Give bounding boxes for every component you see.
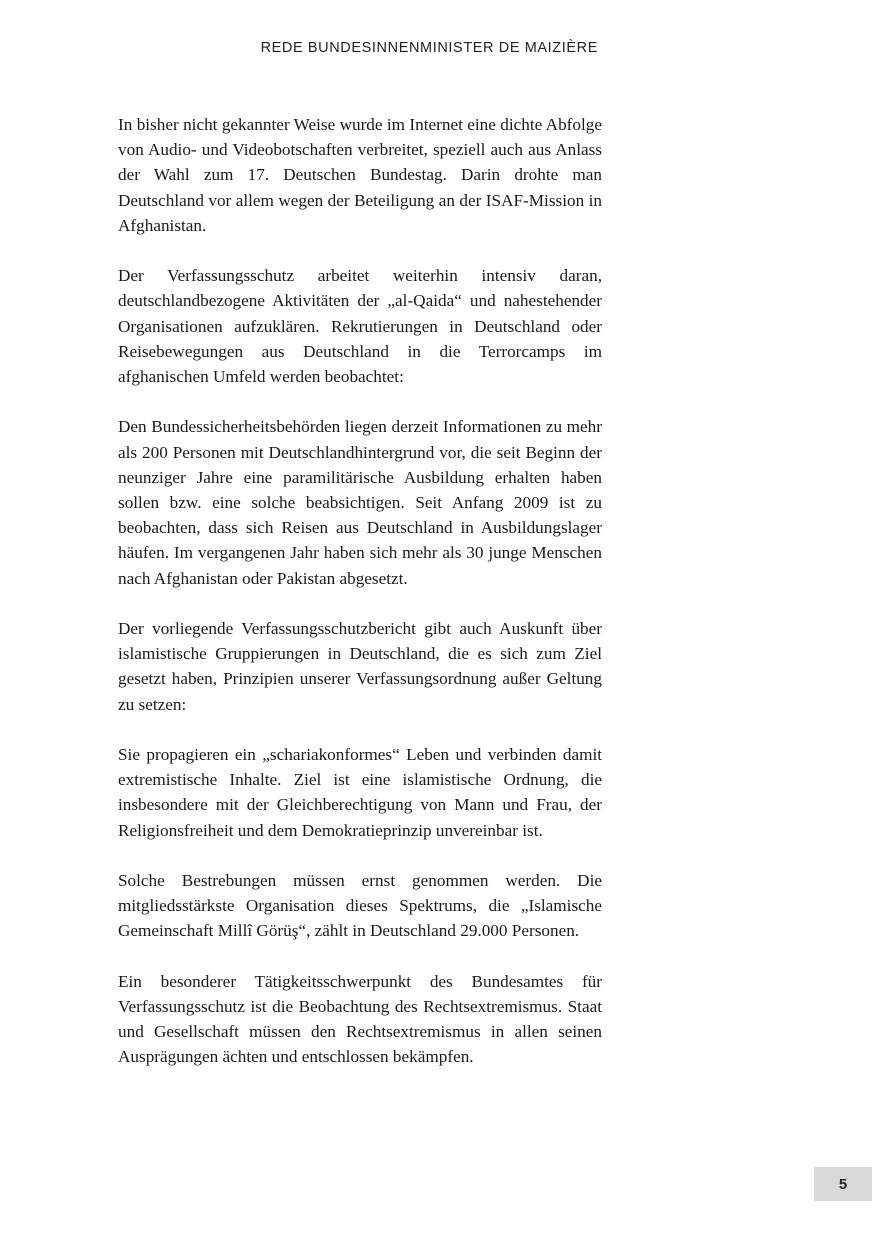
- paragraph: Sie propagieren ein „schariakonformes“ Leben und verbinden damit extremistische Inhalte. Ziel ist eine islamistische Ordnung, die insbesondere mit der Gleichberechtigung von Mann und Frau, der Religionsfreiheit und dem Demokratieprinzip unvereinbar ist.: [118, 745, 602, 840]
- paragraph: Der Verfassungsschutz arbeitet weiterhin intensiv daran, deutschlandbezogene Aktivitäten der „al-Qaida“ und nahestehender Organisationen aufzuklären. Rekrutierungen in Deutschland oder Reisebewegungen aus Deutschland in die Terrorcamps im afghanischen Umfeld werden beobachtet:: [118, 266, 602, 387]
- paragraph: Solche Bestrebungen müssen ernst genommen werden. Die mitgliedsstärkste Organisation dieses Spektrums, die „Islamische Gemeinschaft Millî Görüş“, zählt in Deutschland 29.000 Personen.: [118, 871, 602, 941]
- running-header: REDE BUNDESINNENMINISTER DE MAIZIÈRE: [260, 40, 598, 56]
- page-number: 5: [814, 1167, 872, 1201]
- paragraph: Ein besonderer Tätigkeitsschwerpunkt des Bundesamtes für Verfassungsschutz ist die Beobachtung des Rechtsextremismus. Staat und Gesellschaft müssen den Rechtsextremismus in allen seinen Ausprägungen ächten und entschlossen bekämpfen.: [118, 971, 602, 1067]
- paragraph: In bisher nicht gekannter Weise wurde im Internet eine dichte Abfolge von Audio- und Videobotschaften verbreitet, speziell auch aus Anlass der Wahl zum 17. Deutschen Bundestag. Darin drohte man Deutschland vor allem wegen der Beteiligung an der ISAF-Mission in Afghanistan.: [118, 115, 602, 235]
- paragraph: Der vorliegende Verfassungsschutzbericht gibt auch Auskunft über islamistische Gruppierungen in Deutschland, die es sich zum Ziel gesetzt haben, Prinzipien unserer Verfassungsordnung außer Geltung zu setzen:: [118, 619, 602, 714]
- paragraph: Den Bundessicherheitsbehörden liegen derzeit Informationen zu mehr als 200 Personen mit Deutschlandhintergrund vor, die seit Beginn der neunziger Jahre eine paramilitärische Ausbildung erhalten haben sollen bzw. eine solche beabsichtigen. Seit Anfang 2009 ist zu beobachten, dass sich Reisen aus Deutschland in Ausbildungslager häufen. Im vergangenen Jahr haben sich mehr als 30 junge Menschen nach Afghanistan oder Pakistan abgesetzt.: [118, 417, 602, 588]
- body-text: [118, 112, 602, 1095]
